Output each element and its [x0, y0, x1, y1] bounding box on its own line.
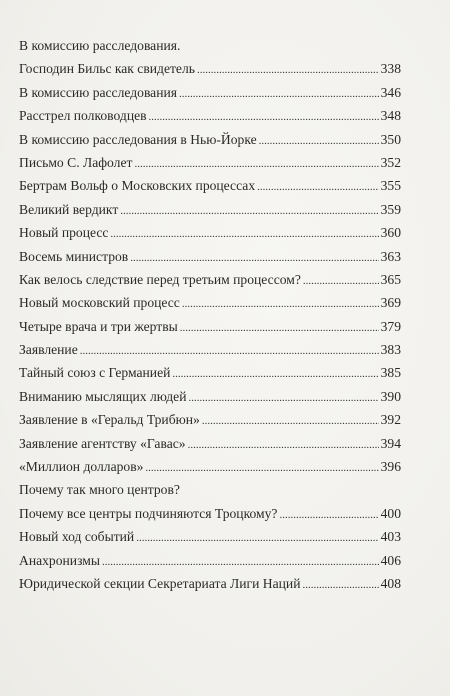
toc-entry-title: Письмо С. Лафолет	[19, 154, 133, 170]
toc-entry-title: Великий вердикт	[19, 201, 119, 217]
toc-leader-dots	[188, 387, 378, 410]
toc-leader-dots	[145, 457, 378, 480]
toc-entry	[19, 572, 401, 595]
toc-entry-title: Господин Бильс как свидетель	[19, 61, 195, 77]
toc-leader-dots	[172, 363, 378, 386]
toc-leader-dots	[120, 200, 378, 223]
toc-entry-page: 406	[380, 552, 401, 568]
toc-entry	[19, 221, 401, 244]
toc-entry-page: 355	[380, 178, 401, 194]
toc-entry-title: Новый процесс	[19, 225, 109, 241]
toc-entry	[19, 361, 401, 384]
toc-entry-page: 396	[380, 459, 401, 475]
toc-entry-title: Заявление	[19, 342, 78, 358]
toc-entry-title: В комиссию расследования в Нью-Йорке	[19, 131, 257, 147]
toc-entry	[19, 268, 401, 291]
toc-entry-page: 379	[380, 318, 401, 334]
toc-leader-dots	[130, 247, 378, 270]
toc-entry	[19, 432, 401, 455]
toc-entry-page: 352	[380, 154, 401, 170]
toc-leader-dots	[197, 59, 379, 82]
table-of-contents	[19, 34, 401, 595]
toc-entry-title: Тайный союз с Германией	[19, 365, 171, 381]
toc-entry-page: 385	[380, 365, 401, 381]
toc-leader-dots	[136, 527, 378, 550]
toc-entry-page: 369	[380, 295, 401, 311]
toc-entry-page: 338	[380, 61, 401, 77]
toc-entry-title: Анахронизмы	[19, 552, 100, 568]
toc-entry-title: Почему все центры подчиняются Троцкому?	[19, 505, 278, 521]
toc-entry-page: 400	[380, 505, 401, 521]
toc-entry-page: 365	[380, 271, 401, 287]
toc-entry	[19, 245, 401, 268]
toc-entry-title: Заявление агентству «Гавас»	[19, 435, 186, 451]
toc-entry-title: В комиссию расследования.	[19, 38, 181, 53]
toc-entry-title: Новый ход событий	[19, 529, 135, 545]
toc-entry	[19, 408, 401, 431]
toc-entry	[19, 57, 401, 80]
toc-entry-title: Четыре врача и три жертвы	[19, 318, 178, 334]
toc-entry	[19, 455, 401, 478]
toc-entry-page: 392	[380, 412, 401, 428]
toc-entry-title: Заявление в «Геральд Трибюн»	[19, 412, 200, 428]
toc-entry	[19, 549, 401, 572]
toc-entry	[19, 338, 401, 361]
toc-leader-dots	[279, 504, 378, 527]
toc-entry	[19, 478, 401, 501]
toc-entry-page: 383	[380, 342, 401, 358]
toc-leader-dots	[302, 574, 378, 597]
toc-entry-page: 359	[380, 201, 401, 217]
toc-entry-title: Восемь министров	[19, 248, 129, 264]
toc-leader-dots	[303, 270, 379, 293]
toc-leader-dots	[259, 130, 379, 153]
toc-entry-title: Новый московский процесс	[19, 295, 180, 311]
toc-leader-dots	[188, 434, 379, 457]
toc-entry-page: 350	[380, 131, 401, 147]
toc-entry	[19, 128, 401, 151]
toc-entry-title: Почему так много центров?	[19, 482, 180, 498]
toc-entry-title: Расстрел полководцев	[19, 108, 147, 124]
toc-entry-page: 408	[380, 575, 401, 591]
toc-entry-title: Как велось следствие перед третьим процессом?	[19, 271, 301, 287]
toc-entry	[19, 174, 401, 197]
toc-entry	[19, 502, 401, 525]
toc-entry-page: 346	[380, 84, 401, 100]
toc-leader-dots	[134, 153, 378, 176]
toc-entry	[19, 315, 401, 338]
toc-entry	[19, 151, 401, 174]
toc-entry-page: 348	[380, 108, 401, 124]
toc-entry-title: Бертрам Вольф о Московских процессах	[19, 178, 256, 194]
toc-entry	[19, 525, 401, 548]
toc-leader-dots	[102, 551, 379, 574]
toc-leader-dots	[182, 293, 379, 316]
toc-entry	[19, 104, 401, 127]
toc-entry	[19, 291, 401, 314]
toc-entry-page: 403	[380, 529, 401, 545]
toc-leader-dots	[80, 340, 379, 363]
toc-leader-dots	[149, 106, 379, 129]
toc-leader-dots	[179, 83, 379, 106]
toc-entry-title: «Миллион долларов»	[19, 459, 144, 475]
toc-leader-dots	[257, 176, 378, 199]
toc-entry	[19, 385, 401, 408]
toc-leader-dots	[180, 317, 379, 340]
toc-entry	[19, 81, 401, 104]
toc-entry-title: В комиссию расследования	[19, 84, 178, 100]
toc-entry-page: 360	[380, 225, 401, 241]
toc-entry-title: Вниманию мыслящих людей	[19, 388, 187, 404]
toc-entry-title: Юридической секции Секретариата Лиги Наций	[19, 575, 301, 591]
toc-leader-dots	[110, 223, 378, 246]
toc-entry-page: 363	[380, 248, 401, 264]
toc-leader-dots	[202, 410, 379, 433]
toc-entry-page: 390	[380, 388, 401, 404]
toc-entry-page: 394	[380, 435, 401, 451]
toc-entry	[19, 198, 401, 221]
toc-entry	[19, 34, 401, 57]
